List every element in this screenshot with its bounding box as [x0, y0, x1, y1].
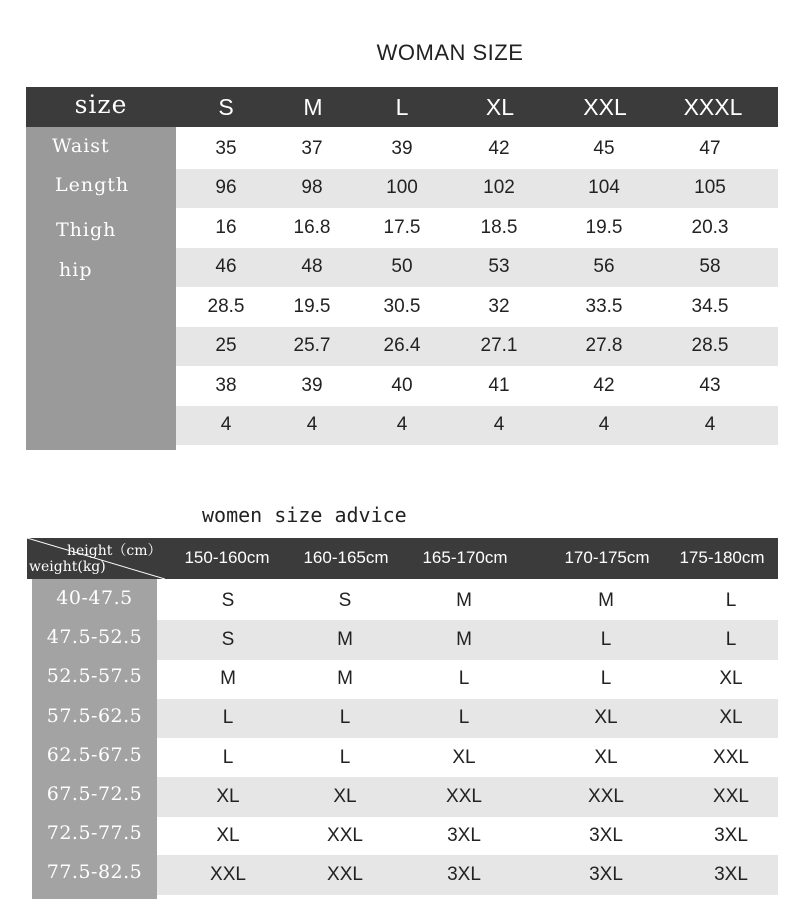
- size-column-header: XL: [485, 94, 515, 120]
- row-label-thigh: Thigh: [56, 219, 117, 241]
- table-row: [176, 366, 778, 406]
- table-cell: 30.5: [383, 295, 421, 317]
- table-cell: 45: [593, 137, 615, 159]
- table-cell: 100: [386, 177, 418, 199]
- table-cell: M: [598, 589, 614, 611]
- table-cell: S: [221, 628, 235, 650]
- weight-row-label: 52.5-57.5: [46, 665, 143, 688]
- table-cell: 96: [215, 177, 237, 199]
- table-cell: M: [220, 668, 236, 690]
- table-row: [176, 129, 778, 169]
- height-column-header: 150-160cm: [184, 548, 270, 567]
- table-cell: XXL: [713, 785, 749, 807]
- size-table-header: [26, 87, 778, 127]
- table-cell: L: [222, 707, 234, 729]
- table-cell: 4: [598, 414, 610, 436]
- size-row-labels: [26, 127, 176, 450]
- corner-height-label: height（cm）: [67, 543, 162, 559]
- size-chart-title: WOMAN SIZE: [376, 40, 524, 65]
- table-cell: 56: [593, 256, 615, 278]
- table-cell: 19.5: [293, 295, 331, 317]
- size-column-header: L: [395, 94, 409, 120]
- table-row: [157, 738, 778, 778]
- table-cell: 4: [493, 414, 505, 436]
- table-cell: 28.5: [691, 335, 729, 357]
- table-cell: L: [458, 707, 470, 729]
- table-cell: M: [337, 668, 353, 690]
- weight-row-label: 40-47.5: [56, 587, 133, 609]
- table-cell: L: [222, 746, 234, 768]
- table-cell: 43: [699, 374, 721, 396]
- table-cell: 4: [306, 414, 318, 436]
- table-cell: 34.5: [691, 295, 729, 317]
- table-cell: L: [339, 746, 351, 768]
- table-cell: 39: [391, 137, 413, 159]
- table-row: [176, 208, 778, 248]
- table-cell: 104: [588, 177, 620, 199]
- table-cell: XXL: [210, 864, 246, 886]
- table-cell: 3XL: [714, 864, 748, 886]
- table-cell: XXL: [446, 785, 482, 807]
- table-cell: XXL: [588, 785, 624, 807]
- table-row: [157, 855, 778, 895]
- table-row: [176, 169, 778, 209]
- size-column-header: XXXL: [683, 94, 743, 120]
- table-cell: 41: [488, 374, 510, 396]
- corner-weight-label: weight(kg): [29, 559, 106, 575]
- table-cell: M: [456, 628, 472, 650]
- table-cell: XL: [719, 668, 743, 690]
- advice-table-header: [27, 538, 778, 579]
- row-label-hip: hip: [59, 259, 93, 281]
- table-cell: 40: [391, 374, 413, 396]
- table-cell: L: [339, 707, 351, 729]
- row-label-waist: Waist: [52, 135, 110, 157]
- table-row: [157, 581, 778, 621]
- table-row: [176, 248, 778, 288]
- table-cell: XL: [216, 785, 240, 807]
- table-cell: 46: [215, 256, 237, 278]
- table-cell: 3XL: [589, 824, 623, 846]
- weight-row-label: 47.5-52.5: [46, 626, 143, 649]
- table-cell: 42: [488, 137, 510, 159]
- size-header-label: size: [74, 90, 128, 119]
- weight-row-label: 77.5-82.5: [46, 861, 143, 884]
- table-cell: 50: [391, 256, 413, 278]
- table-cell: XXL: [327, 864, 363, 886]
- height-column-header: 165-170cm: [422, 548, 508, 567]
- height-column-header: 170-175cm: [564, 548, 650, 567]
- table-cell: 102: [483, 177, 515, 199]
- table-cell: S: [221, 589, 235, 611]
- table-cell: 20.3: [691, 216, 729, 238]
- table-cell: 25.7: [293, 335, 331, 357]
- table-cell: 17.5: [383, 216, 421, 238]
- table-cell: 39: [301, 374, 323, 396]
- table-cell: 4: [396, 414, 408, 436]
- table-cell: 16: [215, 216, 237, 238]
- height-column-header: 175-180cm: [679, 548, 765, 567]
- table-cell: XXL: [713, 746, 749, 768]
- table-cell: 3XL: [447, 824, 481, 846]
- table-cell: XL: [216, 824, 240, 846]
- table-cell: 98: [301, 177, 323, 199]
- table-row: [176, 406, 778, 446]
- table-cell: 105: [694, 177, 726, 199]
- table-cell: 37: [301, 137, 323, 159]
- row-label-length: Length: [55, 174, 130, 196]
- advice-chart-title: women size advice: [202, 503, 407, 527]
- table-cell: XL: [452, 746, 476, 768]
- table-row: [157, 659, 778, 699]
- weight-row-labels: [32, 579, 157, 899]
- table-row: [176, 287, 778, 327]
- table-row: [157, 620, 778, 660]
- table-cell: L: [600, 628, 612, 650]
- table-cell: 26.4: [383, 335, 421, 357]
- table-cell: 4: [704, 414, 716, 436]
- table-cell: L: [725, 589, 737, 611]
- size-column-header: S: [218, 94, 234, 120]
- weight-row-label: 72.5-77.5: [46, 822, 143, 845]
- size-column-header: M: [303, 94, 323, 120]
- table-cell: 42: [593, 374, 615, 396]
- table-cell: XXL: [327, 824, 363, 846]
- table-cell: 4: [220, 414, 232, 436]
- table-cell: 53: [488, 256, 510, 278]
- table-cell: 28.5: [207, 295, 245, 317]
- table-cell: 27.1: [480, 335, 518, 357]
- table-cell: 33.5: [585, 295, 623, 317]
- size-column-header: XXL: [583, 94, 627, 120]
- table-cell: 35: [215, 137, 237, 159]
- table-cell: XL: [333, 785, 357, 807]
- table-cell: 3XL: [714, 824, 748, 846]
- weight-row-label: 57.5-62.5: [46, 704, 143, 727]
- weight-row-label: 62.5-67.5: [46, 743, 143, 766]
- table-cell: M: [456, 589, 472, 611]
- table-row: [157, 699, 778, 739]
- table-row: [157, 816, 778, 856]
- table-cell: 3XL: [589, 864, 623, 886]
- table-cell: 27.8: [585, 335, 623, 357]
- table-cell: XL: [594, 707, 618, 729]
- table-cell: 19.5: [585, 216, 623, 238]
- table-cell: L: [725, 628, 737, 650]
- table-row: [176, 327, 778, 367]
- table-cell: 18.5: [480, 216, 518, 238]
- table-cell: 48: [301, 256, 323, 278]
- weight-row-label: 67.5-72.5: [46, 783, 143, 805]
- table-cell: M: [337, 628, 353, 650]
- header-corner-cell: [27, 538, 165, 579]
- table-cell: L: [600, 668, 612, 690]
- table-cell: S: [338, 589, 352, 611]
- table-row: [157, 777, 778, 817]
- table-cell: XL: [719, 707, 743, 729]
- height-column-header: 160-165cm: [303, 548, 389, 567]
- table-cell: 58: [699, 256, 721, 278]
- table-cell: XL: [594, 746, 618, 768]
- table-cell: 38: [215, 374, 237, 396]
- table-cell: 16.8: [293, 216, 331, 238]
- table-cell: L: [458, 668, 470, 690]
- table-cell: 32: [488, 295, 510, 317]
- table-cell: 3XL: [447, 864, 481, 886]
- table-cell: 25: [215, 335, 237, 357]
- table-cell: 47: [699, 137, 721, 159]
